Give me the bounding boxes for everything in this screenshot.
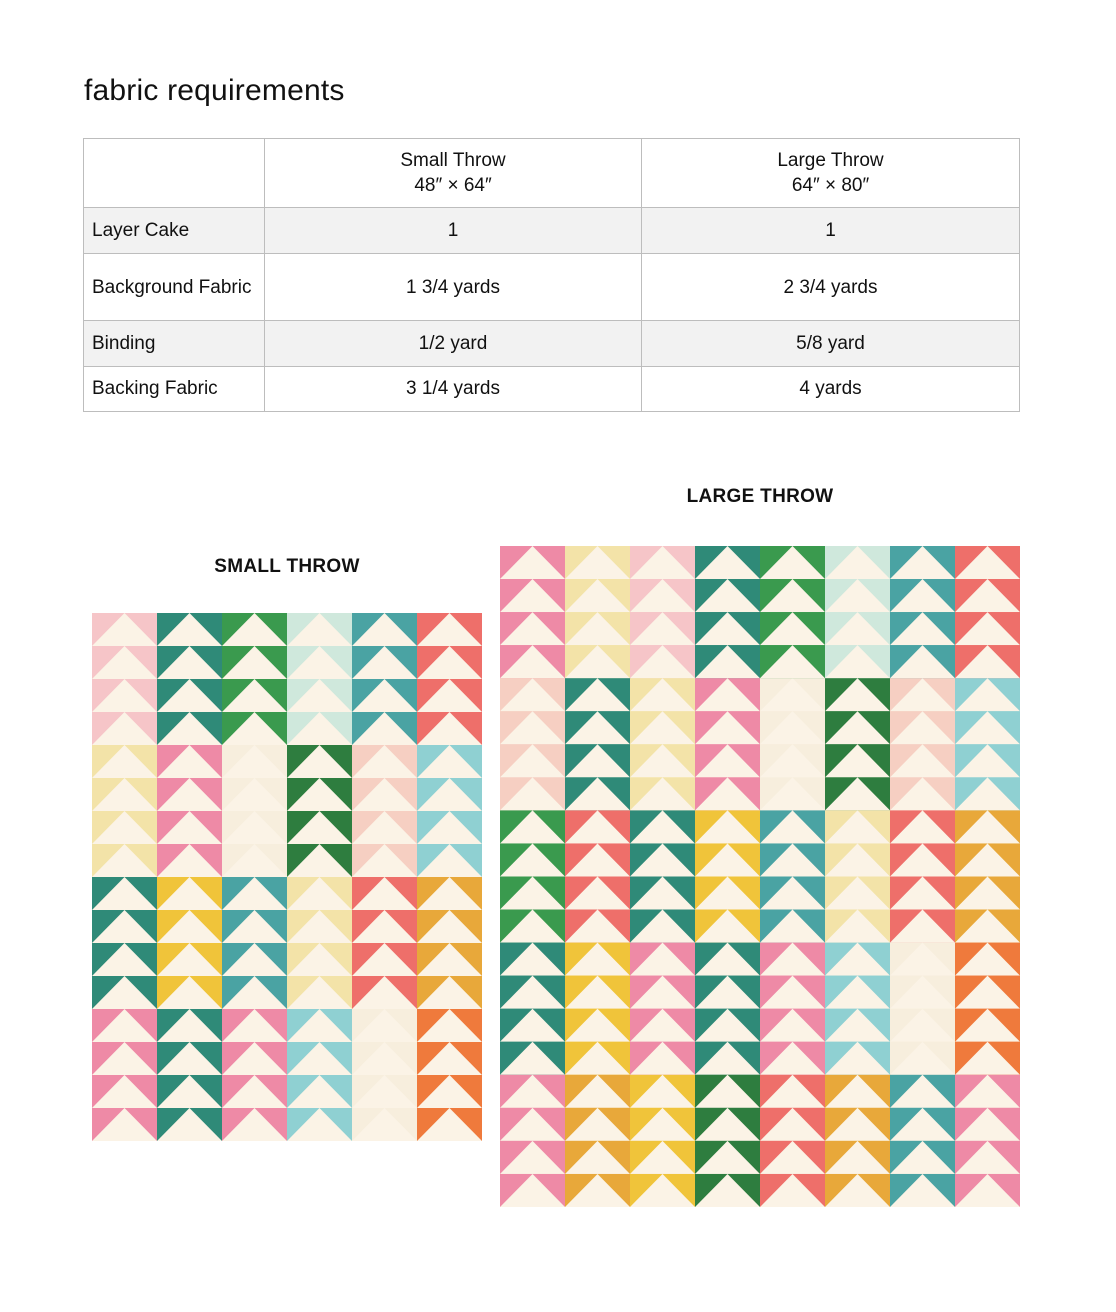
table-header-row <box>84 139 1020 208</box>
large-throw-label: LARGE THROW <box>686 486 834 507</box>
large-value: 1 <box>642 208 1020 254</box>
large-value: 4 yards <box>642 367 1020 412</box>
small-value: 3 1/4 yards <box>265 367 642 412</box>
header-small-name: Small Throw <box>400 150 506 171</box>
table-row <box>84 321 1020 367</box>
row-label: Backing Fabric <box>84 367 265 412</box>
large-value: 5/8 yard <box>642 321 1020 367</box>
header-large-throw <box>642 139 1020 208</box>
table-row <box>84 208 1020 254</box>
header-large-name: Large Throw <box>777 150 884 171</box>
row-label: Background Fabric <box>84 254 265 321</box>
header-small-size: 48″ × 64″ <box>414 175 492 196</box>
small-value: 1 <box>265 208 642 254</box>
table-row <box>84 367 1020 412</box>
page-title: fabric requirements <box>84 74 345 107</box>
small-throw-quilt-image <box>92 613 482 1141</box>
large-value: 2 3/4 yards <box>642 254 1020 321</box>
row-label: Binding <box>84 321 265 367</box>
header-large-size: 64″ × 80″ <box>791 175 870 196</box>
row-label: Layer Cake <box>84 208 265 254</box>
quilt-svg <box>92 613 482 1141</box>
large-throw-quilt-image <box>500 546 1020 1207</box>
small-value: 1/2 yard <box>265 321 642 367</box>
header-small-throw <box>265 139 642 208</box>
small-value: 1 3/4 yards <box>265 254 642 321</box>
small-throw-label: SMALL THROW <box>214 556 360 577</box>
fabric-requirements-table <box>83 138 1020 412</box>
quilt-svg <box>500 546 1020 1207</box>
table-row <box>84 254 1020 321</box>
header-empty <box>84 139 265 208</box>
